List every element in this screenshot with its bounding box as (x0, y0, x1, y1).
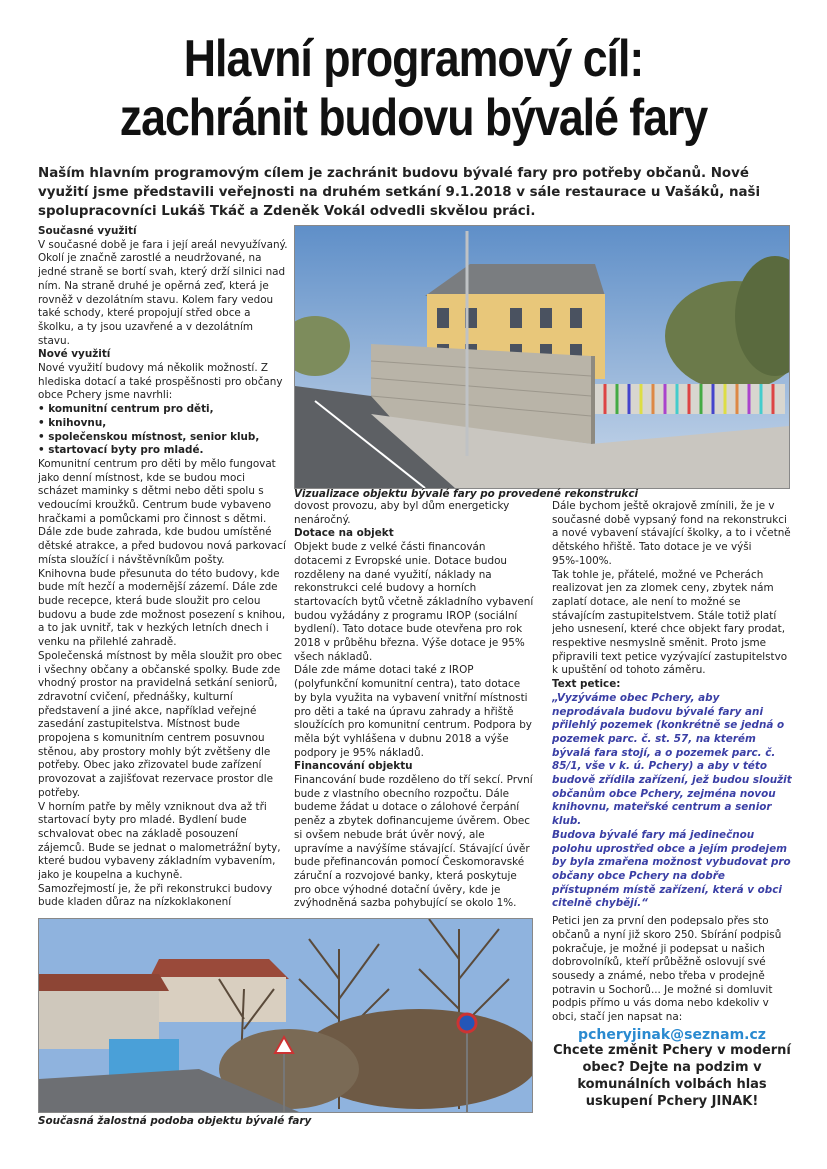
current-state-image (39, 919, 532, 1112)
paragraph-knihovna: Knihovna bude přesunuta do této budovy, kde bude mít hezčí a modernější zázemí. Dále zde bude recepce, která bude sloužit pro celou budovu a bude zde možnost posezení s knihou, a to jak uvnitř, tak v hezkých letních dnech i venku na přilehlé zahradě. (38, 567, 286, 649)
paragraph-financovani: Financování bude rozděleno do tří sekcí. První bude z vlastního obecního rozpočtu. Dále budeme žádat u dotace o zálohové čerpání peněz a zbytek dofinancujeme úvěrem. Obec si ovšem nebude brát úvěr nový, ale upravíme a navýšíme stávající. Stávající úvěr bude přefinancován pomocí Českomoravské záruční a rozvojové banky, která poskytuje pro obce výhodné dotační úvěry, kde je zvýhodněná sazba pohybující se okolo 1%. (294, 774, 533, 910)
bullet-item: • startovací byty pro mladé. (38, 444, 204, 457)
headline-line-1: Hlavní programový cíl: (183, 30, 644, 88)
contact-email-link[interactable]: pcheryjinak@seznam.cz (578, 1026, 766, 1043)
visualization-image (295, 226, 789, 488)
current-state-photo (38, 918, 533, 1113)
paragraph-dotace-2: Dále zde máme dotaci také z IROP (polyfunkční komunitní centra), tato dotace by byla využita na vybavení vnitřní místnosti pro děti a také na úpravu zahrady a hřiště sloužících pro komunitní centrum. Podpora by měla být vyhlášena v dubnu 2018 a výše podpory je 95% nákladů. (294, 664, 532, 759)
column-middle (294, 500, 536, 912)
paragraph-podpisy: Petici jen za první den podepsalo přes sto občanů a nyní již skoro 250. Sbírání podpisů pokračuje, je možné ji podepsat u našich dobrovolníků, kteří průběžně oslovují své sousedy a známé, nebo třeba v prodejně potravin u Sochorů... Je možné si domluvit podpis přímo u vás doma nebo kdekoliv v obci, stačí jen napsat na: (552, 915, 782, 1024)
bullet-item: • knihovnu, (38, 416, 107, 429)
paragraph-skolka: Dále bychom ještě okrajově zmínili, že je v současné době vypsaný fond na rekonstrukci a nové vybavení stávající školky, a to i včetně dětského hřiště. Tato dotace je ve výši 95%-100%. (552, 500, 791, 567)
bullet-item: • společenskou místnost, senior klub, (38, 430, 260, 443)
paragraph-patro: V horním patře by měly vzniknout dva až tři startovací byty pro mladé. Bydlení bude schvalovat obec na základě posouzení zájemců. Bude se jednat o malometrážní byty, které budou vybaveny základním vybavením, jako je koupelna a kuchyně. (38, 800, 281, 882)
paragraph-samozrejmost: Samozřejmostí je, že při rekonstrukci budovy bude kladen důraz na nízkoklakonení (38, 882, 273, 909)
paragraph-centrum: Komunitní centrum pro děti by mělo fungovat jako denní místnost, kde se budou moci scházet maminky s dětmi nebo děti spolu s vedoucími kroužků. Centrum bude vybaveno hračkami a pomůckami pro činnost s dětmi. Dále zde bude zahrada, kde budou umístěné dětské atrakce, a před budovou nová parkovací místa sloužící i návštěvníkům pošty. (38, 457, 286, 566)
paragraph-spolecenska: Společenská místnost by měla sloužit pro obec i všechny občany a občanské spolky. Bude zde vhodný prostor na pravidelná setkání seniorů, zdravotní cvičení, přednášky, kulturní představení a jiné akce, například veřejné zasedání zastupitelstva. Místnost bude propojena s komunitním centrem posuvnou stěnou, aby prostory mohly být zvětšeny dle potřeby. Obec jako zřizovatel bude zařízení provozovat a zajišťovat rezervace prostor dle potřeby. (38, 649, 283, 799)
paragraph-continuation: dovost provozu, aby byl dům energeticky nenáročný. (294, 500, 510, 526)
lead-paragraph: Naším hlavním programovým cílem je zachránit budovu bývalé fary pro potřeby občanů. Nové využití jsme představili veřejnosti na druhém setkání 9.1.2018 v sále restaurace u Vašáků, naši spolupracovníci Lukáš Tkáč a Zdeněk Vokál odvedli skvělou práci. (38, 166, 761, 219)
column-right (552, 500, 792, 1120)
heading-nove-vyuziti: Nové využití (38, 348, 111, 361)
paragraph-soucasne: V současné době je fara i její areál nevyužívaný. Okolí je značně zarostlé a neudržované, na jedné straně se bortí svah, který drží silnici nad ním. Na straně druhé je opěrná zeď, která je rovněž v dezolátním stavu. Kolem fary vedou také schody, které propojují střed obce a školku, a ty jsou uzavřené a v dezolátním stavu. (38, 238, 288, 347)
visualization-caption: Vizualizace objektu bývalé fary po provedené rekonstrukci (294, 488, 639, 500)
heading-dotace: Dotace na objekt (294, 527, 394, 540)
petition-text-1: „Vyzýváme obec Pchery, aby neprodávala budovu bývalé fary ani přilehlý pozemek (konkrétně se jedná o pozemek parc. č. st. 57, na kterém bývalá fara stojí, a o pozemek parc. č. 85/1, vše v k. ú. Pchery) a aby v této budově zřídila zařízení, jež budou sloužit občanům obce Pchery, zejména novou knihovnu, mateřské centrum a senior klub. (552, 691, 792, 828)
paragraph-pratele: Tak tohle je, přátelé, možné ve Pcherách realizovat jen za zlomek ceny, zbytek nám zaplatí dotace, ale není to možné se stávajícím zastupitelstvem. Stále totiž platí jeho usnesení, které chce objekt fary prodat, respektive nesmyslně směnit. Proto jsme připravili text petice vyzývající zastupitelstvo k upuštění od tohoto záměru. (552, 568, 788, 677)
current-state-caption: Současná žalostná podoba objektu bývalé fary (38, 1115, 312, 1127)
headline-line-2: zachránit budovu bývalé fary (119, 89, 708, 147)
heading-financovani: Financování objektu (294, 760, 413, 773)
paragraph-nove: Nové využití budovy má několik možností. Z hlediska dotací a také prospěšnosti pro občany obce Pchery jsme navrhli: (38, 362, 283, 402)
closing-appeal: Chcete změnit Pchery v moderní obec? Dejte na podzim v komunálních volbách hlas uskupení Pchery JINAK! (553, 1043, 791, 1110)
heading-soucasne-vyuziti: Současné využití (38, 225, 137, 237)
petition-text-2: Budova bývalé fary má jedinečnou polohu uprostřed obce a jejím prodejem by byla zmařena možnost vybudovat pro občany obce Pchery na dobře přístupném místě zařízení, která v obci citelně chybějí.“ (552, 828, 791, 910)
heading-petice: Text petice: (552, 678, 621, 691)
column-left (38, 225, 288, 913)
paragraph-dotace-1: Objekt bude z velké části financován dotacemi z Evropské unie. Dotace budou rozděleny na dané využití, náklady na rekonstrukci celé budovy a horních startovacích bytů včetně základního vybavení budou vyžádány z programu IROP (sociální bydlení). Tato dotace bude otevřena pro rok 2018 v průběhu března. Výše dotace je 95% všech nákladů. (294, 541, 534, 663)
visualization-photo (294, 225, 790, 489)
bullet-item: • komunitní centrum pro děti, (38, 403, 214, 416)
page-headline (58, 30, 769, 148)
